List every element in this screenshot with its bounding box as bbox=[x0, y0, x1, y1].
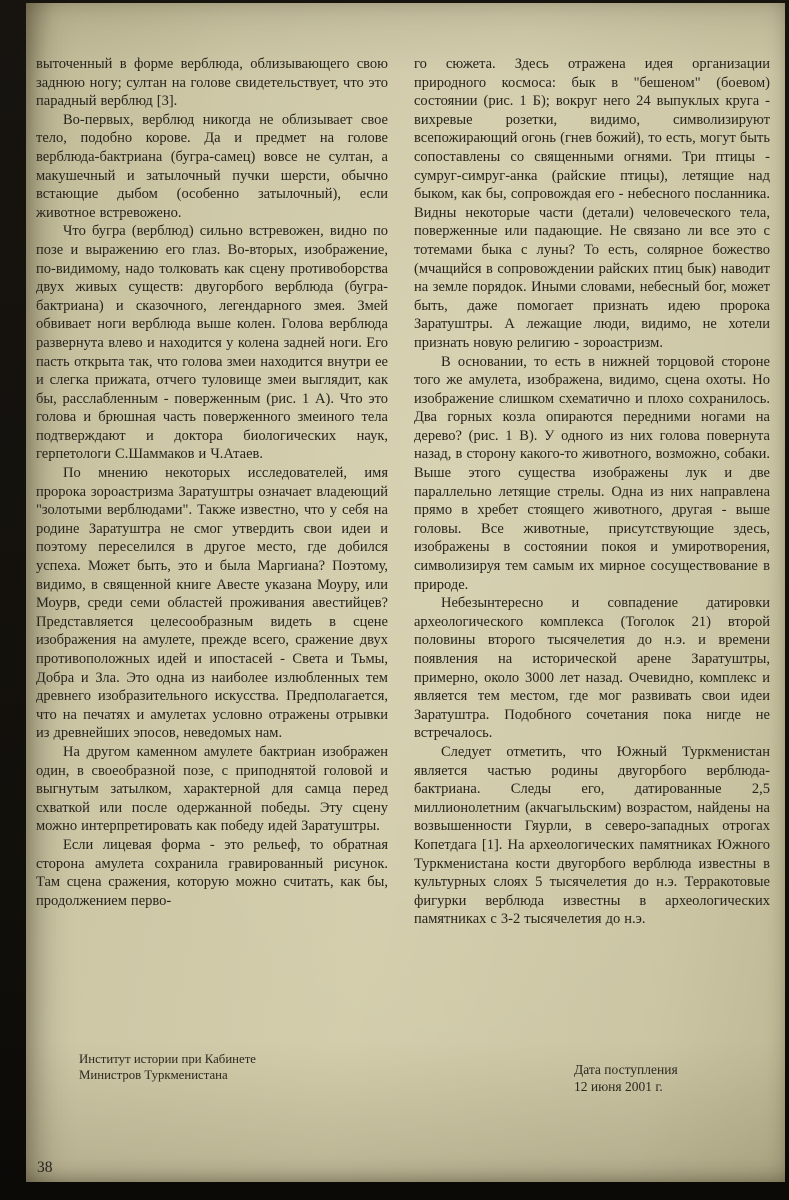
submission-date-line: 12 июня 2001 г. bbox=[574, 1079, 663, 1094]
affiliation-line: Институт истории при Кабинете bbox=[79, 1052, 256, 1066]
page-number: 38 bbox=[37, 1159, 53, 1176]
paragraph: По мнению некоторых исследователей, имя пророка зороастризма Заратуштры означает владеющий "золотыми верблюдами". Также известно, что у себя на родине Заратуштра не смог утвердить свои идеи и поэтому переселился в другое место, где добился успеха. Может быть, это и была Маргиана? Поэтому, видимо, в священной книге Авесте указана Моуру, или Моурв, среди семи областей проживания авестийцев? Представляется целесообразным видеть в сцене изображения на амулете, прежде всего, сражение двух противоположных идей и ипостасей - Света и Тьмы, Добра и Зла. Это одна из наиболее излюбленных тем древнего изобразительного искусства. Предполагается, что на печатях и амулетах условно отражены отрывки из древнейших эпосов, неведомых нам. bbox=[36, 465, 388, 742]
author-affiliation bbox=[79, 1051, 256, 1083]
paragraph: выточенный в форме верблюда, облизывающего свою заднюю ногу; султан на голове свидетельствует, что это парадный верблюд [3]. bbox=[36, 56, 388, 110]
paragraph: Если лицевая форма - это рельеф, то обратная сторона амулета сохранила гравированный рисунок. Там сцена сражения, которую можно считать, как бы, продолжением перво- bbox=[36, 836, 388, 909]
left-column bbox=[36, 55, 388, 929]
affiliation-line: Министров Туркменистана bbox=[79, 1068, 228, 1082]
paragraph: В основании, то есть в нижней торцовой стороне того же амулета, изображена, видимо, сцена охоты. Но изображение слишком схематично и плохо сохранилось. Два горных козла опираются передними ногами на дерево? (рис. 1 В). У одного из них голова повернута назад, в сторону какого-то животного, возможно, собаки. Выше этого существа изображены лук и две параллельно летящие стрелы. Одна из них направлена прямо в хребет стоящего животного, другая - выше головы. Все животные, присутствующие здесь, изображены в состоянии покоя и умиротворения, символизируя тем самым их мирное сосуществование в природе. bbox=[414, 353, 770, 593]
right-column bbox=[414, 55, 770, 929]
paragraph: На другом каменном амулете бактриан изображен один, в своеобразной позе, с приподнятой головой и выгнутым затылком, характерной для самца перед схваткой или после одержанной победы. Эту сцену можно интерпретировать как победу идей Заратуштры. bbox=[36, 743, 388, 835]
text-columns bbox=[36, 55, 770, 929]
submission-date-line: Дата поступления bbox=[574, 1062, 678, 1077]
paragraph: Во-первых, верблюд никогда не облизывает свое тело, подобно корове. Да и предмет на голове верблюда-бактриана (бугра-самец) вовсе не султан, а макушечный и затылочный пучки шерсти, обычно встающие дыбом (особенно затылочный), если животное встревожено. bbox=[36, 111, 388, 221]
paragraph: Небезынтересно и совпадение датировки археологического комплекса (Тоголок 21) второй половины второго тысячелетия до н.э. и времени появления на исторической арене Заратуштры, примерно, около 3000 лет назад. Очевидно, комплекс и является тем местом, где мог развивать свои идеи Заратуштра. Подобного сочетания пока нигде не встречалось. bbox=[414, 595, 770, 742]
paragraph: го сюжета. Здесь отражена идея организации природного космоса: бык в "бешеном" (боевом) состоянии (рис. 1 Б); вокруг него 24 выпуклых круга - вихревые розетки, видимо, символизируют всепожирающий огонь (гнев божий), то есть, могут быть сопоставлены со священными огнями. Три птицы - сумруг-симруг-анка (райские птицы), летящие над быком, как бы, сопровождая его - небесного посланника. Видны некоторые части (детали) человеческого тела, поверженные или падающие. Не связано ли все это с тотемами быка с луны? То есть, солярное божество (мчащийся в сопровождении райских птиц бык) наводит на земле порядок. Иными словами, небесный бог, может быть, даже помогает признать идею пророка Заратуштры. А лежащие люди, видимо, не хотели признать новую религию - зороастризм. bbox=[414, 56, 770, 351]
page bbox=[26, 3, 785, 1182]
paragraph: Что бугра (верблюд) сильно встревожен, видно по позе и выражению его глаз. Во-вторых, изображение, по-видимому, надо толковать как сцену противоборства двух живых существ: двугорбого верблюда (бугра-бактриана) и сказочного, легендарного змея. Змей обвивает ноги верблюда выше колен. Голова верблюда развернута влево и находится у колена задней ноги. Его пасть открыта так, что голова змеи находится внутри ее и слегка прижата, отчего туловище змеи выглядит, как бы, расслабленным - поверженным (рис. 1 А). Что это голова и брюшная часть поверженного змеиного тела подтверждают и доктора биологических наук, герпетологи С.Шаммаков и Ч.Атаев. bbox=[36, 223, 388, 463]
submission-date bbox=[574, 1061, 678, 1095]
paragraph: Следует отметить, что Южный Туркменистан является частью родины двугорбого верблюда-бактриана. Следы его, датированные 2,5 миллионолетним (акчагыльским) возрастом, найдены на возвышенности Гяурли, в северо-западных отрогах Копетдага [1]. На археологических памятниках Южного Туркменистана кости двугорбого верблюда известны в культурных слоях 5 тысячелетия до н.э. Терракотовые фигурки верблюда известны в археологических памятниках с 3-2 тысячелетия до н.э. bbox=[414, 743, 770, 928]
